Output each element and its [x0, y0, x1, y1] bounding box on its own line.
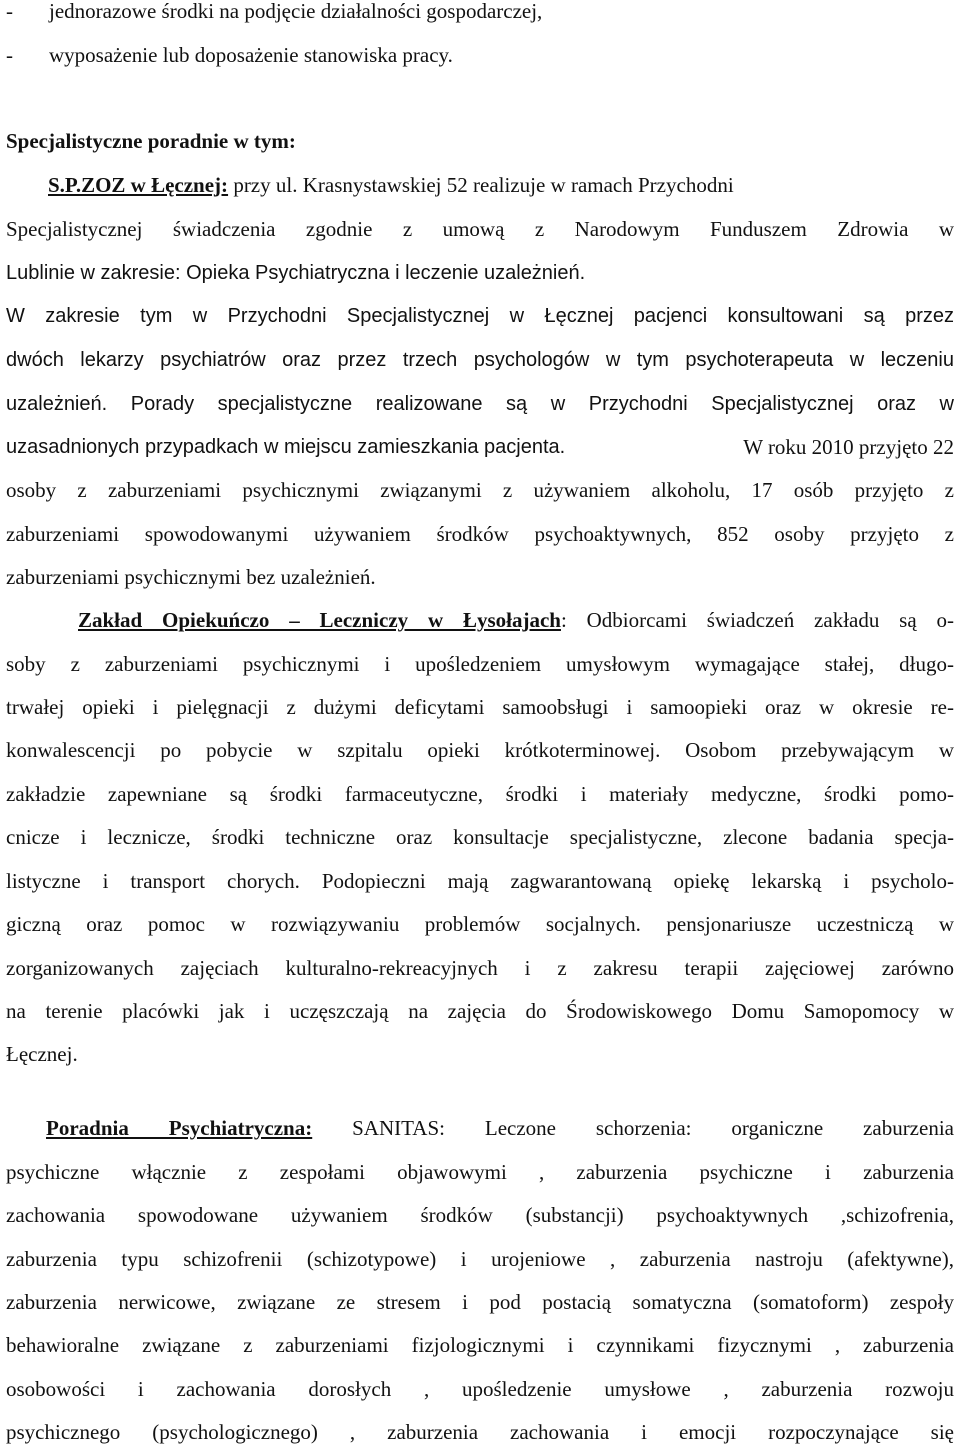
paragraph-line: konwalescencji po pobycie w szpitalu opieki krótkoterminowej. Osobom przebywającym w	[6, 738, 954, 762]
paragraph-line: W zakresie tym w Przychodni Specjalistycznej w Łęcznej pacjenci konsultowani są przez	[6, 305, 954, 327]
paragraph-line: osoby z zaburzeniami psychicznymi związanymi z używaniem alkoholu, 17 osób przyjęto z	[6, 478, 954, 502]
paragraph-line: zachowania spowodowane używaniem środków (substancji) psychoaktywnych ,schizofrenia,	[6, 1203, 954, 1227]
bullet-item: - wyposażenie lub doposażenie stanowiska pracy.	[6, 43, 453, 67]
section-heading: Specjalistyczne poradnie w tym:	[6, 129, 296, 153]
bullet-item: - jednorazowe środki na podjęcie działalności gospodarczej,	[6, 0, 543, 23]
paragraph-line: Poradnia Psychiatryczna: SANITAS: Leczone schorzenia: organiczne zaburzenia	[46, 1116, 954, 1140]
paragraph-line: Łęcznej.	[6, 1042, 78, 1066]
paragraph-line: listyczne i transport chorych. Podopieczni mają zagwarantowaną opiekę lekarską i psycholo-	[6, 869, 954, 893]
paragraph-line: psychicznego (psychologicznego) , zaburzenia zachowania i emocji rozpoczynające się	[6, 1420, 954, 1444]
paragraph-line: na terenie placówki jak i uczęszczają na zajęcia do Środowiskowego Domu Samopomocy w	[6, 999, 954, 1023]
paragraph-line: psychiczne włącznie z zespołami objawowymi , zaburzenia psychiczne i zaburzenia	[6, 1160, 954, 1184]
paragraph-line: zorganizowanych zajęciach kulturalno-rekreacyjnych i z zakresu terapii zajęciowej zarówno	[6, 956, 954, 980]
paragraph-line: osobowości i zachowania dorosłych , upośledzenie umysłowe , zaburzenia rozwoju	[6, 1377, 954, 1401]
paragraph-line: Lublinie w zakresie: Opieka Psychiatryczna i leczenie uzależnień.	[6, 262, 586, 284]
paragraph-line: zaburzenia typu schizofrenii (schizotypowe) i urojeniowe , zaburzenia nastroju (afektywne),	[6, 1247, 954, 1271]
paragraph-line: Specjalistycznej świadczenia zgodnie z umową z Narodowym Funduszem Zdrowia w	[6, 217, 954, 241]
bullet-marker: -	[6, 0, 13, 23]
paragraph-line: soby z zaburzeniami psychicznymi i upośledzeniem umysłowym wymagające stałej, długo-	[6, 652, 954, 676]
poradnia-label: Poradnia Psychiatryczna:	[46, 1116, 313, 1140]
paragraph-line: uzależnień. Porady specjalistyczne realizowane są w Przychodni Specjalistycznej oraz w	[6, 393, 954, 415]
paragraph-line: uzasadnionych przypadkach w miejscu zamieszkania pacjenta. W roku 2010 przyjęto 22	[6, 435, 954, 459]
paragraph-line: zaburzeniami psychicznymi bez uzależnień.	[6, 565, 376, 589]
paragraph-line: zaburzenia nerwicowe, związane ze stresem i pod postacią somatyczna (somatoform) zespoły	[6, 1290, 954, 1314]
paragraph-line: zaburzeniami spowodowanymi używaniem środków psychoaktywnych, 852 osoby przyjęto z	[6, 522, 954, 546]
zol-label: Zakład Opiekuńczo – Leczniczy w Łysołajach	[78, 608, 561, 632]
paragraph-line: behawioralne związane z zaburzeniami fizjologicznymi i czynnikami fizycznymi , zaburzenia	[6, 1333, 954, 1357]
paragraph-line: giczną oraz pomoc w rozwiązywaniu problemów socjalnych. pensjonariusze uczestniczą w	[6, 912, 954, 936]
paragraph-line: S.P.ZOZ w Łęcznej: przy ul. Krasnystawskiej 52 realizuje w ramach Przychodni	[48, 173, 734, 197]
paragraph-line: dwóch lekarzy psychiatrów oraz przez trzech psychologów w tym psychoterapeuta w leczeniu	[6, 349, 954, 371]
paragraph-line: cnicze i lecznicze, środki techniczne oraz konsultacje specjalistyczne, zlecone badania specja-	[6, 825, 954, 849]
paragraph-line: zakładzie zapewniane są środki farmaceutyczne, środki i materiały medyczne, środki pomo-	[6, 782, 954, 806]
paragraph-line: trwałej opieki i pielęgnacji z dużymi deficytami samoobsługi i samoopieki oraz w okresie re-	[6, 695, 954, 719]
paragraph-line: Zakład Opiekuńczo – Leczniczy w Łysołajach: Odbiorcami świadczeń zakładu są o-	[78, 608, 954, 632]
bullet-marker: -	[6, 43, 13, 67]
szoz-label: S.P.ZOZ w Łęcznej:	[48, 173, 229, 197]
